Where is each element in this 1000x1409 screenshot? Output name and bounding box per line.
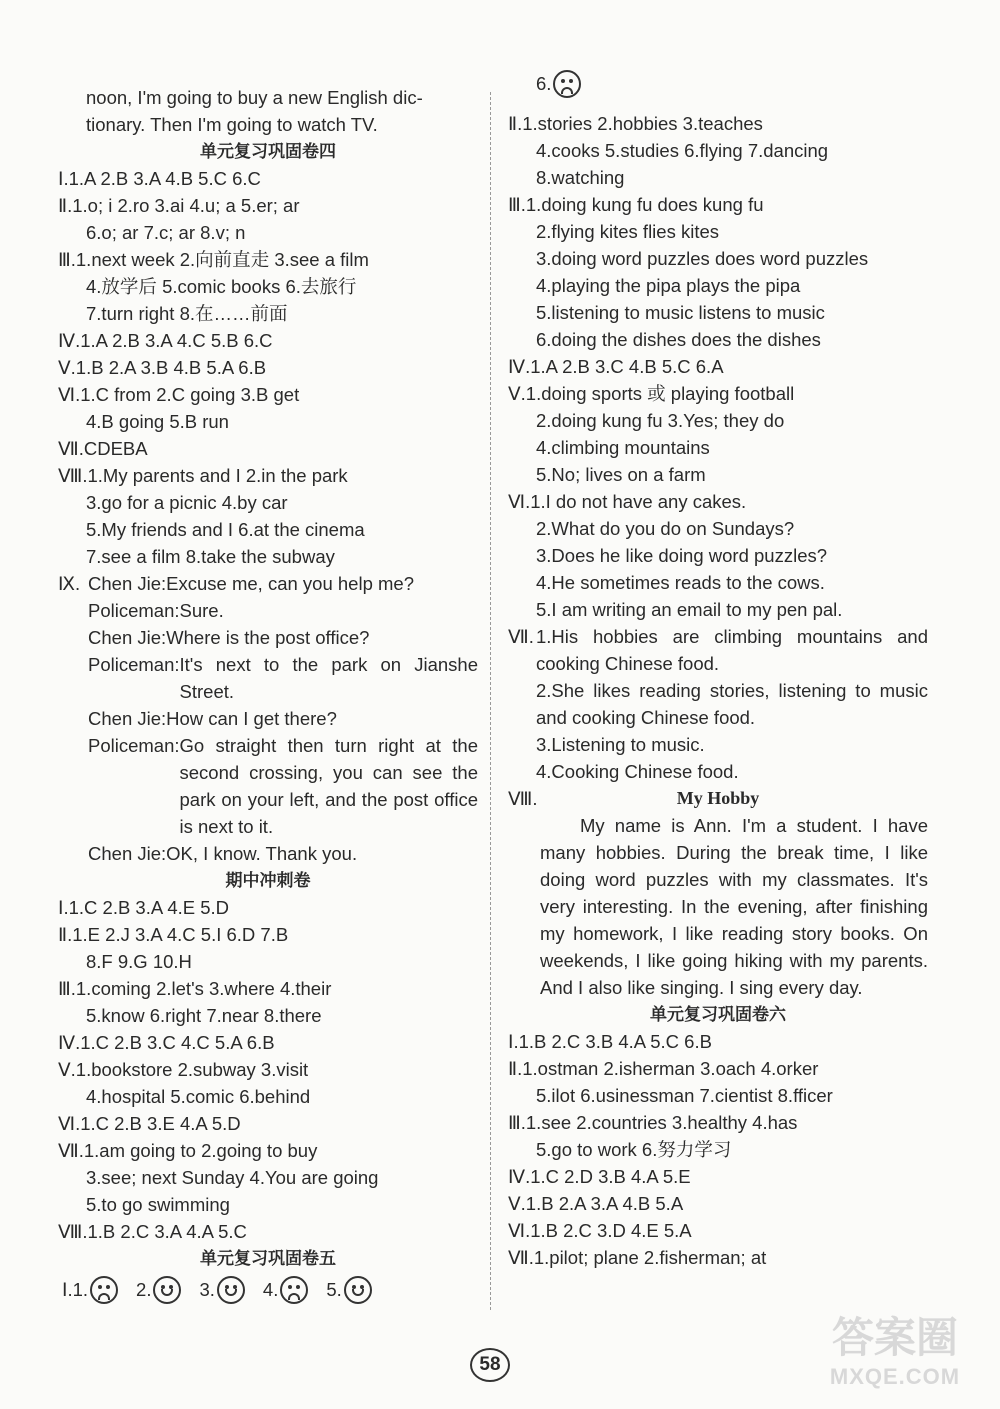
face-number: 4. <box>262 1279 279 1301</box>
answer-line: 4.playing the pipa plays the pipa <box>536 275 801 296</box>
watermark-logo <box>800 1312 990 1404</box>
answer-line: 4.hospital 5.comic 6.behind <box>86 1086 311 1107</box>
section-heading: 期中冲刺卷 <box>225 871 311 890</box>
section-vii <box>508 623 928 785</box>
dialogue-line <box>88 624 478 651</box>
answer-line: Ⅱ.1.stories 2.hobbies 3.teaches <box>508 113 763 134</box>
speaker-name: Chen Jie: <box>88 627 167 648</box>
answer-line: Ⅷ.1.My parents and I 2.in the park <box>58 465 348 486</box>
answer-line: 7.turn right 8.在……前面 <box>86 303 288 324</box>
answer-line: Ⅳ.1.C 2.D 3.B 4.A 5.E <box>508 1166 691 1187</box>
answer-line: 3.see; next Sunday 4.You are going <box>86 1167 379 1188</box>
answer-line: 5.go to work 6.努力学习 <box>536 1139 732 1160</box>
answer-line: 4.放学后 5.comic books 6.去旅行 <box>86 276 357 297</box>
answer-line: Ⅵ.1.B 2.C 3.D 4.E 5.A <box>508 1220 692 1241</box>
answer-line: Ⅲ.1.next week 2.向前直走 3.see a film <box>58 249 369 270</box>
faces-label: Ⅰ.1. <box>62 1279 89 1301</box>
speaker-text: It's next to the park on Jianshe Street. <box>179 654 478 702</box>
speaker-text: Where is the post office? <box>166 627 370 648</box>
right-answers-part1 <box>508 110 928 623</box>
left-answers-part1 <box>58 84 478 570</box>
speaker-text: OK, I know. Thank you. <box>166 843 358 864</box>
faces-row <box>58 1272 478 1307</box>
answer-line: 5.No; lives on a farm <box>536 464 706 485</box>
face-number: 2. <box>136 1279 152 1301</box>
answer-line: Ⅲ.1.see 2.countries 3.healthy 4.has <box>508 1112 798 1133</box>
essay-block <box>508 785 928 812</box>
essay-title: My Hobby <box>676 788 760 808</box>
answer-line: Ⅷ.1.B 2.C 3.A 4.A 5.C <box>58 1221 247 1242</box>
answer-line: 2.She likes reading stories, listening to music and cooking Chinese food. <box>536 680 928 728</box>
answer-line: 1.His hobbies are climbing mountains and cooking Chinese food. <box>536 626 928 674</box>
speaker-text: Go straight then turn right at the second crossing, you can see the park on your left, and the post office is next to it. <box>179 735 478 837</box>
column-divider <box>490 92 491 1310</box>
answer-line: Ⅲ.1.doing kung fu does kung fu <box>508 194 764 215</box>
answer-line: Ⅰ.1.A 2.B 3.A 4.B 5.C 6.C <box>58 168 261 189</box>
answer-line: Ⅶ.1.pilot; plane 2.fisherman; at <box>508 1247 767 1268</box>
dialogue-line <box>88 651 478 705</box>
answer-line: Ⅴ.1.bookstore 2.subway 3.visit <box>58 1059 309 1080</box>
answer-line: Ⅰ.1.C 2.B 3.A 4.E 5.D <box>58 897 230 918</box>
speaker-name: Chen Jie: <box>88 708 167 729</box>
speaker-name: Policeman: <box>88 735 180 756</box>
smiley-face-icon <box>217 1276 245 1304</box>
answer-line: Ⅶ.CDEBA <box>58 438 148 459</box>
answer-line: Ⅴ.1.doing sports 或 playing football <box>508 383 795 404</box>
dialogue-line <box>88 705 478 732</box>
answer-line: Ⅰ.1.B 2.C 3.B 4.A 5.C 6.B <box>508 1031 712 1052</box>
face-number: 3. <box>199 1279 215 1301</box>
answer-line: 4.He sometimes reads to the cows. <box>536 572 825 593</box>
answer-line: 6.doing the dishes does the dishes <box>536 329 821 350</box>
answer-line: 3.Listening to music. <box>536 734 705 755</box>
face-number: 6. <box>536 73 552 95</box>
speaker-name: Chen Jie: <box>88 573 167 594</box>
answer-line: Ⅱ.1.o; i 2.ro 3.ai 4.u; a 5.er; ar <box>58 195 300 216</box>
dialogue-block <box>58 570 478 867</box>
answer-line: 2.doing kung fu 3.Yes; they do <box>536 410 785 431</box>
answer-line: Ⅴ.1.B 2.A 3.B 4.B 5.A 6.B <box>58 357 267 378</box>
essay-label: Ⅷ. <box>508 788 538 809</box>
answer-line: 3.doing word puzzles does word puzzles <box>536 248 869 269</box>
dialogue-label: Ⅸ. <box>58 573 81 594</box>
left-answers-part2 <box>58 867 478 1272</box>
answer-line: Ⅱ.1.E 2.J 3.A 4.C 5.I 6.D 7.B <box>58 924 289 945</box>
answer-line: Ⅱ.1.ostman 2.isherman 3.oach 4.orker <box>508 1058 819 1079</box>
answer-line: 4.cooks 5.studies 6.flying 7.dancing <box>536 140 829 161</box>
sad-face-icon <box>553 70 581 98</box>
answer-line: 3.Does he like doing word puzzles? <box>536 545 828 566</box>
answer-line: 4.climbing mountains <box>536 437 710 458</box>
face-number: 5. <box>326 1279 342 1301</box>
answer-line: 8.F 9.G 10.H <box>86 951 192 972</box>
answer-line: 7.see a film 8.take the subway <box>86 546 335 567</box>
answer-line: Ⅶ.1.am going to 2.going to buy <box>58 1140 318 1161</box>
answer-line: 3.go for a picnic 4.by car <box>86 492 288 513</box>
face-item-6 <box>508 70 928 110</box>
answer-line: 2.What do you do on Sundays? <box>536 518 795 539</box>
answer-line: Ⅴ.1.B 2.A 3.A 4.B 5.A <box>508 1193 684 1214</box>
answer-line: 4.B going 5.B run <box>86 411 229 432</box>
section-heading: 单元复习巩固卷五 <box>200 1249 336 1268</box>
answer-line: 8.watching <box>536 167 625 188</box>
left-column <box>58 84 478 1307</box>
answer-line: 5.to go swimming <box>86 1194 230 1215</box>
page-number: 58 <box>470 1348 510 1382</box>
answer-line: 4.Cooking Chinese food. <box>536 761 739 782</box>
section-vii-label: Ⅶ. <box>508 626 534 647</box>
dialogue-line <box>88 732 478 840</box>
speaker-text: Excuse me, can you help me? <box>166 573 414 594</box>
answer-line: Ⅵ.1.I do not have any cakes. <box>508 491 747 512</box>
speaker-name: Policeman: <box>88 654 180 675</box>
sad-face-icon <box>90 1276 118 1304</box>
answer-line: 5.My friends and I 6.at the cinema <box>86 519 365 540</box>
smiley-face-icon <box>153 1276 181 1304</box>
answer-line: Ⅲ.1.coming 2.let's 3.where 4.their <box>58 978 332 999</box>
right-answers-part2 <box>508 1001 928 1271</box>
watermark-url: MXQE.COM <box>829 1364 961 1389</box>
watermark-text: 答案圈 <box>831 1314 958 1361</box>
section-heading: 单元复习巩固卷六 <box>650 1005 786 1024</box>
answer-line: Ⅳ.1.A 2.B 3.A 4.C 5.B 6.C <box>58 330 273 351</box>
answer-line: Ⅳ.1.A 2.B 3.C 4.B 5.C 6.A <box>508 356 724 377</box>
answer-line: 6.o; ar 7.c; ar 8.v; n <box>86 222 246 243</box>
answer-line: 2.flying kites flies kites <box>536 221 720 242</box>
section-heading: 单元复习巩固卷四 <box>200 142 336 161</box>
answer-line: noon, I'm going to buy a new English dic- <box>86 87 423 108</box>
speaker-name: Chen Jie: <box>88 843 167 864</box>
answer-line: 5.listening to music listens to music <box>536 302 825 323</box>
speaker-text: How can I get there? <box>166 708 337 729</box>
dialogue-line <box>88 597 478 624</box>
dialogue-line <box>88 840 478 867</box>
speaker-text: Sure. <box>179 600 224 621</box>
dialogue-line <box>88 570 478 597</box>
answer-line: 5.I am writing an email to my pen pal. <box>536 599 843 620</box>
answer-line: Ⅵ.1.C 2.B 3.E 4.A 5.D <box>58 1113 241 1134</box>
speaker-name: Policeman: <box>88 600 180 621</box>
answer-line: Ⅵ.1.C from 2.C going 3.B get <box>58 384 300 405</box>
smiley-face-icon <box>344 1276 372 1304</box>
sad-face-icon <box>280 1276 308 1304</box>
answer-line: 5.ilot 6.usinessman 7.cientist 8.fficer <box>536 1085 833 1106</box>
answer-line: tionary. Then I'm going to watch TV. <box>86 114 378 135</box>
answer-line: 5.know 6.right 7.near 8.there <box>86 1005 322 1026</box>
essay-body: My name is Ann. I'm a student. I have many hobbies. During the break time, I like doing word puzzles with my classmates. It's very interesting. In the evening, after finishing my homework, I like reading story books. On weekends, I like going hiking with my parents. And I also like singing. I sing every day. <box>540 815 928 998</box>
right-column <box>508 73 928 1271</box>
answer-line: Ⅳ.1.C 2.B 3.C 4.C 5.A 6.B <box>58 1032 275 1053</box>
